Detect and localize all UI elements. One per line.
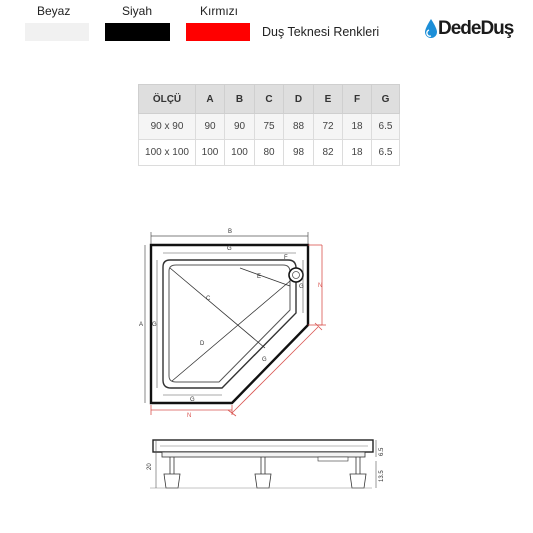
label-c: C [206,296,211,302]
table-cell: 80 [255,140,284,166]
side-view-drawing [147,440,385,488]
n-dimension-right [308,245,326,325]
table-header: ÖLÇÜ [139,85,196,114]
label-a: A [139,322,144,328]
table-cell: 90 x 90 [139,114,196,140]
label-n-bottom: N [187,413,192,419]
label-d: D [200,341,205,347]
table-header: G [372,85,400,114]
swatch-label-white: Beyaz [37,4,71,18]
diagonal-e [240,268,290,286]
table-cell: 18 [343,114,372,140]
label-side-20: 20 [147,463,153,470]
support-leg [350,457,366,488]
table-cell: 98 [284,140,314,166]
table-cell: 75 [255,114,284,140]
table-cell: 18 [343,140,372,166]
table-cell: 6.5 [372,114,400,140]
swatch-label-black: Siyah [122,4,153,18]
diagonal-c [170,268,265,348]
label-g-right: G [299,284,304,290]
table-header: D [284,85,314,114]
support-leg [164,457,180,488]
colors-title: Duş Teknesi Renkleri [262,25,380,39]
tray-base [162,452,365,457]
table-cell: 90 [225,114,255,140]
table-cell: 100 [225,140,255,166]
brand-name: DedeDuş [438,18,514,39]
label-n-right: N [318,283,323,289]
label-g-bottom: G [190,397,195,403]
drain-housing [318,457,348,461]
label-side-13-5: 13.5 [379,470,385,482]
table-cell: 90 [196,114,225,140]
table-header: E [314,85,343,114]
label-e: E [257,274,262,280]
label-side-6-5: 6.5 [379,447,385,456]
table-cell: 88 [284,114,314,140]
table-header: C [255,85,284,114]
label-f: F [284,255,288,261]
n-dimension-bottom [151,405,232,415]
table-cell: 100 [196,140,225,166]
support-leg [255,457,271,488]
table-header: F [343,85,372,114]
label-b: B [228,229,233,235]
drain-circle [289,268,303,282]
diagonal-d [172,281,290,381]
table-cell: 6.5 [372,140,400,166]
n-dimension-diagonal [228,323,322,416]
label-g-diagonal: G [262,357,267,363]
label-g-top: G [227,246,232,252]
table-cell: 100 x 100 [139,140,196,166]
swatch-label-red: Kırmızı [200,4,238,18]
table-header: A [196,85,225,114]
table-cell: 82 [314,140,343,166]
table-cell: 72 [314,114,343,140]
label-g-left: G [152,322,157,328]
table-header: B [225,85,255,114]
